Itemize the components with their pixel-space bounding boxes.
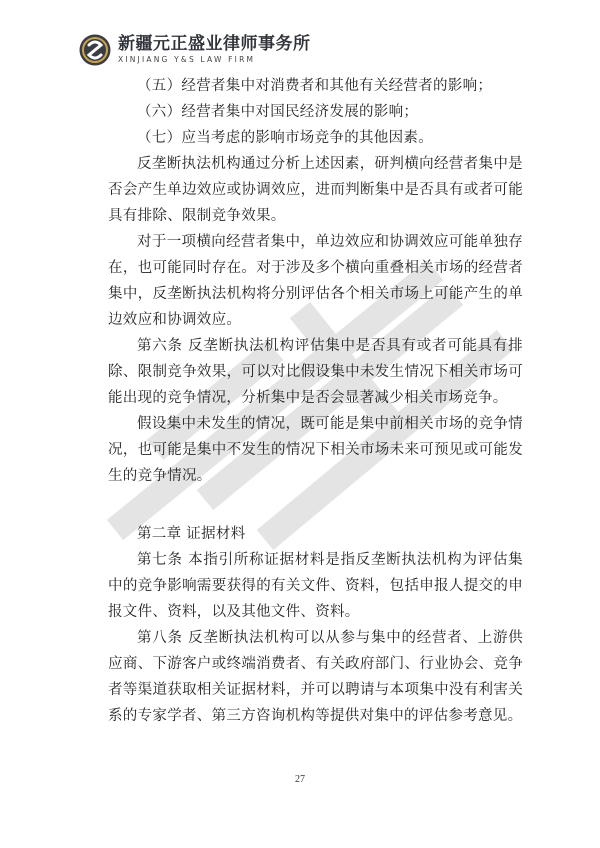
paragraph-horizontal: 对于一项横向经营者集中，单边效应和协调效应可能单独存在，也可能同时存在。对于涉及多个横向重叠相关市场的经营者集中，反垄断执法机构将分别评估各个相关市场上可能产生的单边效应和协调效应。 <box>108 234 523 328</box>
paragraph-analysis: 反垄断执法机构通过分析上述因素，研判横向经营者集中是否会产生单边效应或协调效应，进而判断集中是否具有或者可能具有排除、限制竞争效果。 <box>108 156 523 224</box>
paragraph-article-6: 第六条 反垄断执法机构评估集中是否具有或者可能具有排除、限制竞争效果，可以对比假设集中未发生情况下相关市场可能出现的竞争情况，分析集中是否会显著减少相关市场竞争。 <box>108 338 523 406</box>
section-gap <box>108 489 523 521</box>
paragraph-article-7: 第七条 本指引所称证据材料是指反垄断执法机构为评估集中的竞争影响需要获得的有关文件、资料，包括申报人提交的申报文件、资料，以及其他文件、资料。 <box>108 552 523 620</box>
firm-logo-icon <box>78 33 112 67</box>
paragraph-item-7: （七）应当考虑的影响市场竞争的其他因素。 <box>137 130 433 146</box>
document-body <box>108 73 523 729</box>
firm-name-cn: 新疆元正盛业律师事务所 <box>118 34 311 55</box>
chapter-heading: 第二章 证据材料 <box>137 526 246 542</box>
paragraph-hypothesis: 假设集中未发生的情况，既可能是集中前相关市场的竞争情况，也可能是集中不发生的情况下相关市场未来可预见或可能发生的竞争情况。 <box>108 416 523 484</box>
page-header <box>78 30 311 70</box>
paragraph-item-5: （五）经营者集中对消费者和其他有关经营者的影响； <box>137 78 493 94</box>
paragraph-article-8: 第八条 反垄断执法机构可以从参与集中的经营者、上游供应商、下游客户或终端消费者、有关政府部门、行业协会、竞争者等渠道获取相关证据材料，并可以聘请与本项集中没有利害关系的专家学者、第三方咨询机构等提供对集中的评估参考意见。 <box>108 630 523 724</box>
firm-name-en: XINJIANG Y&S LAW FIRM <box>118 55 256 65</box>
page-number: 27 <box>295 774 305 785</box>
paragraph-item-6: （六）经营者集中对国民经济发展的影响； <box>137 104 419 120</box>
